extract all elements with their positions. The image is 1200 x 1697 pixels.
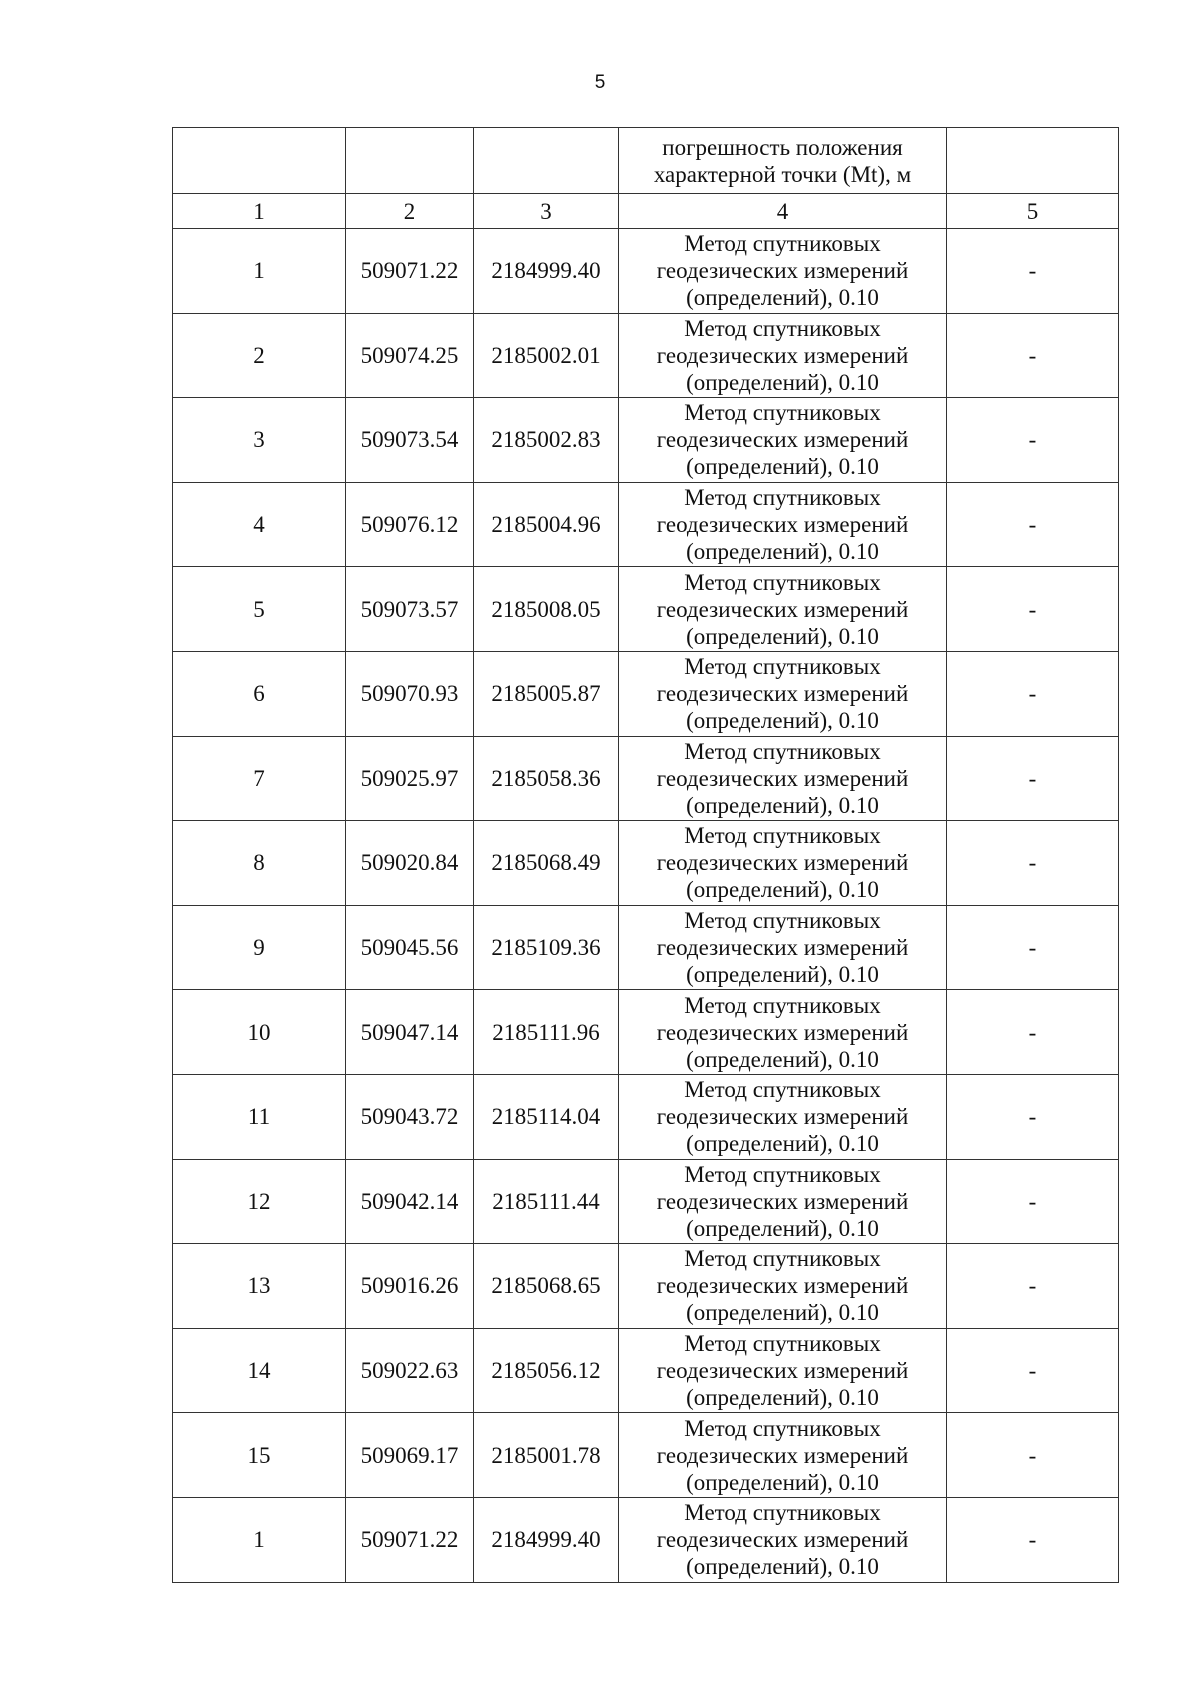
- coordinates-table-body: [173, 128, 1119, 1583]
- header-cell-3: [474, 128, 619, 194]
- method-line-1: Метод спутниковых: [684, 1161, 881, 1187]
- x-coordinate-cell: 509043.72: [346, 1074, 474, 1159]
- method-line-2: геодезических измерений: [656, 596, 909, 622]
- note-cell: -: [947, 1074, 1119, 1159]
- point-number-cell: 6: [173, 651, 346, 736]
- method-cell: [619, 1244, 947, 1329]
- method-cell: [619, 1413, 947, 1498]
- method-line-3: (определений), 0.10: [686, 285, 879, 311]
- method-line-3: (определений), 0.10: [686, 539, 879, 565]
- method-cell: [619, 821, 947, 906]
- method-line-1: Метод спутниковых: [684, 231, 881, 257]
- method-line-1: Метод спутниковых: [684, 400, 881, 426]
- point-number-cell: 11: [173, 1074, 346, 1159]
- method-line-2: геодезических измерений: [656, 342, 909, 368]
- point-number-cell: 13: [173, 1244, 346, 1329]
- method-line-3: (определений), 0.10: [686, 962, 879, 988]
- table-row: [173, 1244, 1119, 1329]
- method-line-2: геодезических измерений: [656, 427, 909, 453]
- method-line-2: геодезических измерений: [656, 512, 909, 538]
- table-row: [173, 1074, 1119, 1159]
- x-coordinate-cell: 509071.22: [346, 1497, 474, 1582]
- note-cell: -: [947, 821, 1119, 906]
- point-number-cell: 1: [173, 1497, 346, 1582]
- page-number: 5: [594, 72, 606, 93]
- method-line-1: Метод спутниковых: [684, 485, 881, 511]
- method-cell: [619, 651, 947, 736]
- note-cell: -: [947, 905, 1119, 990]
- method-line-1: Метод спутниковых: [684, 1246, 881, 1272]
- header-cell-2: [346, 128, 474, 194]
- point-number-cell: 2: [173, 313, 346, 398]
- y-coordinate-cell: 2185004.96: [474, 482, 619, 567]
- method-line-2: геодезических измерений: [656, 935, 909, 961]
- method-line-1: Метод спутниковых: [684, 1415, 881, 1441]
- y-coordinate-cell: 2185068.65: [474, 1244, 619, 1329]
- method-line-2: геодезических измерений: [656, 1019, 909, 1045]
- note-cell: -: [947, 229, 1119, 314]
- method-line-1: Метод спутниковых: [684, 1331, 881, 1357]
- note-cell: -: [947, 1413, 1119, 1498]
- y-coordinate-cell: 2185058.36: [474, 736, 619, 821]
- table-row: [173, 990, 1119, 1075]
- method-line-3: (определений), 0.10: [686, 877, 879, 903]
- point-number-cell: 10: [173, 990, 346, 1075]
- continued-header-row: [173, 128, 1119, 194]
- method-line-1: Метод спутниковых: [684, 1500, 881, 1526]
- point-number-cell: 9: [173, 905, 346, 990]
- x-coordinate-cell: 509074.25: [346, 313, 474, 398]
- method-line-1: Метод спутниковых: [684, 738, 881, 764]
- method-cell: [619, 567, 947, 652]
- method-line-1: Метод спутниковых: [684, 992, 881, 1018]
- x-coordinate-cell: 509069.17: [346, 1413, 474, 1498]
- method-line-3: (определений), 0.10: [686, 1469, 879, 1495]
- point-number-cell: 12: [173, 1159, 346, 1244]
- method-cell: [619, 229, 947, 314]
- y-coordinate-cell: 2185008.05: [474, 567, 619, 652]
- note-cell: -: [947, 1497, 1119, 1582]
- table-row: [173, 651, 1119, 736]
- method-line-3: (определений), 0.10: [686, 1554, 879, 1580]
- table-row: [173, 821, 1119, 906]
- coordinates-table: [172, 127, 1119, 1583]
- method-cell: [619, 1497, 947, 1582]
- method-cell: [619, 736, 947, 821]
- method-line-3: (определений), 0.10: [686, 708, 879, 734]
- table-row: [173, 1497, 1119, 1582]
- point-number-cell: 4: [173, 482, 346, 567]
- y-coordinate-cell: 2185111.96: [474, 990, 619, 1075]
- method-line-3: (определений), 0.10: [686, 454, 879, 480]
- x-coordinate-cell: 509016.26: [346, 1244, 474, 1329]
- point-number-cell: 7: [173, 736, 346, 821]
- x-coordinate-cell: 509020.84: [346, 821, 474, 906]
- method-line-3: (определений), 0.10: [686, 1300, 879, 1326]
- y-coordinate-cell: 2185111.44: [474, 1159, 619, 1244]
- table-row: [173, 905, 1119, 990]
- x-coordinate-cell: 509073.54: [346, 398, 474, 483]
- y-coordinate-cell: 2185001.78: [474, 1413, 619, 1498]
- column-number-5: 5: [947, 194, 1119, 229]
- method-line-3: (определений), 0.10: [686, 792, 879, 818]
- x-coordinate-cell: 509073.57: [346, 567, 474, 652]
- method-line-2: геодезических измерений: [656, 1358, 909, 1384]
- header-col4-line2: характерной точки (Mt), м: [653, 161, 912, 187]
- point-number-cell: 5: [173, 567, 346, 652]
- table-row: [173, 1328, 1119, 1413]
- note-cell: -: [947, 1244, 1119, 1329]
- method-line-3: (определений), 0.10: [686, 1385, 879, 1411]
- table-row: [173, 1413, 1119, 1498]
- header-cell-4: [619, 128, 947, 194]
- note-cell: -: [947, 482, 1119, 567]
- method-line-1: Метод спутниковых: [684, 908, 881, 934]
- x-coordinate-cell: 509076.12: [346, 482, 474, 567]
- method-cell: [619, 482, 947, 567]
- table-row: [173, 482, 1119, 567]
- header-col4-line1: погрешность положения: [662, 134, 903, 160]
- point-number-cell: 14: [173, 1328, 346, 1413]
- method-cell: [619, 990, 947, 1075]
- method-line-2: геодезических измерений: [656, 1188, 909, 1214]
- method-cell: [619, 1159, 947, 1244]
- y-coordinate-cell: 2185002.01: [474, 313, 619, 398]
- column-number-row: [173, 194, 1119, 229]
- y-coordinate-cell: 2185002.83: [474, 398, 619, 483]
- method-cell: [619, 1328, 947, 1413]
- note-cell: -: [947, 1328, 1119, 1413]
- point-number-cell: 3: [173, 398, 346, 483]
- method-line-3: (определений), 0.10: [686, 1215, 879, 1241]
- method-cell: [619, 398, 947, 483]
- header-cell-5: [947, 128, 1119, 194]
- column-number-2: 2: [346, 194, 474, 229]
- table-row: [173, 1159, 1119, 1244]
- method-line-2: геодезических измерений: [656, 1104, 909, 1130]
- table-row: [173, 736, 1119, 821]
- table-row: [173, 313, 1119, 398]
- x-coordinate-cell: 509047.14: [346, 990, 474, 1075]
- method-line-2: геодезических измерений: [656, 1527, 909, 1553]
- method-line-1: Метод спутниковых: [684, 823, 881, 849]
- column-number-3: 3: [474, 194, 619, 229]
- x-coordinate-cell: 509025.97: [346, 736, 474, 821]
- method-line-2: геодезических измерений: [656, 765, 909, 791]
- note-cell: -: [947, 651, 1119, 736]
- method-line-2: геодезических измерений: [656, 681, 909, 707]
- note-cell: -: [947, 1159, 1119, 1244]
- method-cell: [619, 1074, 947, 1159]
- point-number-cell: 1: [173, 229, 346, 314]
- note-cell: -: [947, 567, 1119, 652]
- method-cell: [619, 905, 947, 990]
- method-line-3: (определений), 0.10: [686, 1131, 879, 1157]
- method-line-1: Метод спутниковых: [684, 1077, 881, 1103]
- y-coordinate-cell: 2184999.40: [474, 1497, 619, 1582]
- method-line-3: (определений), 0.10: [686, 1046, 879, 1072]
- method-line-3: (определений), 0.10: [686, 623, 879, 649]
- point-number-cell: 8: [173, 821, 346, 906]
- method-line-2: геодезических измерений: [656, 258, 909, 284]
- column-number-4: 4: [619, 194, 947, 229]
- x-coordinate-cell: 509071.22: [346, 229, 474, 314]
- x-coordinate-cell: 509045.56: [346, 905, 474, 990]
- note-cell: -: [947, 736, 1119, 821]
- method-line-1: Метод спутниковых: [684, 654, 881, 680]
- note-cell: -: [947, 313, 1119, 398]
- table-row: [173, 229, 1119, 314]
- x-coordinate-cell: 509022.63: [346, 1328, 474, 1413]
- method-line-2: геодезических измерений: [656, 1442, 909, 1468]
- y-coordinate-cell: 2185068.49: [474, 821, 619, 906]
- method-line-1: Метод спутниковых: [684, 315, 881, 341]
- y-coordinate-cell: 2185114.04: [474, 1074, 619, 1159]
- y-coordinate-cell: 2185056.12: [474, 1328, 619, 1413]
- column-number-1: 1: [173, 194, 346, 229]
- y-coordinate-cell: 2185005.87: [474, 651, 619, 736]
- table-row: [173, 567, 1119, 652]
- method-line-1: Метод спутниковых: [684, 569, 881, 595]
- header-cell-1: [173, 128, 346, 194]
- method-cell: [619, 313, 947, 398]
- x-coordinate-cell: 509070.93: [346, 651, 474, 736]
- note-cell: -: [947, 990, 1119, 1075]
- method-line-2: геодезических измерений: [656, 1273, 909, 1299]
- x-coordinate-cell: 509042.14: [346, 1159, 474, 1244]
- y-coordinate-cell: 2185109.36: [474, 905, 619, 990]
- method-line-2: геодезических измерений: [656, 850, 909, 876]
- note-cell: -: [947, 398, 1119, 483]
- y-coordinate-cell: 2184999.40: [474, 229, 619, 314]
- point-number-cell: 15: [173, 1413, 346, 1498]
- table-row: [173, 398, 1119, 483]
- method-line-3: (определений), 0.10: [686, 369, 879, 395]
